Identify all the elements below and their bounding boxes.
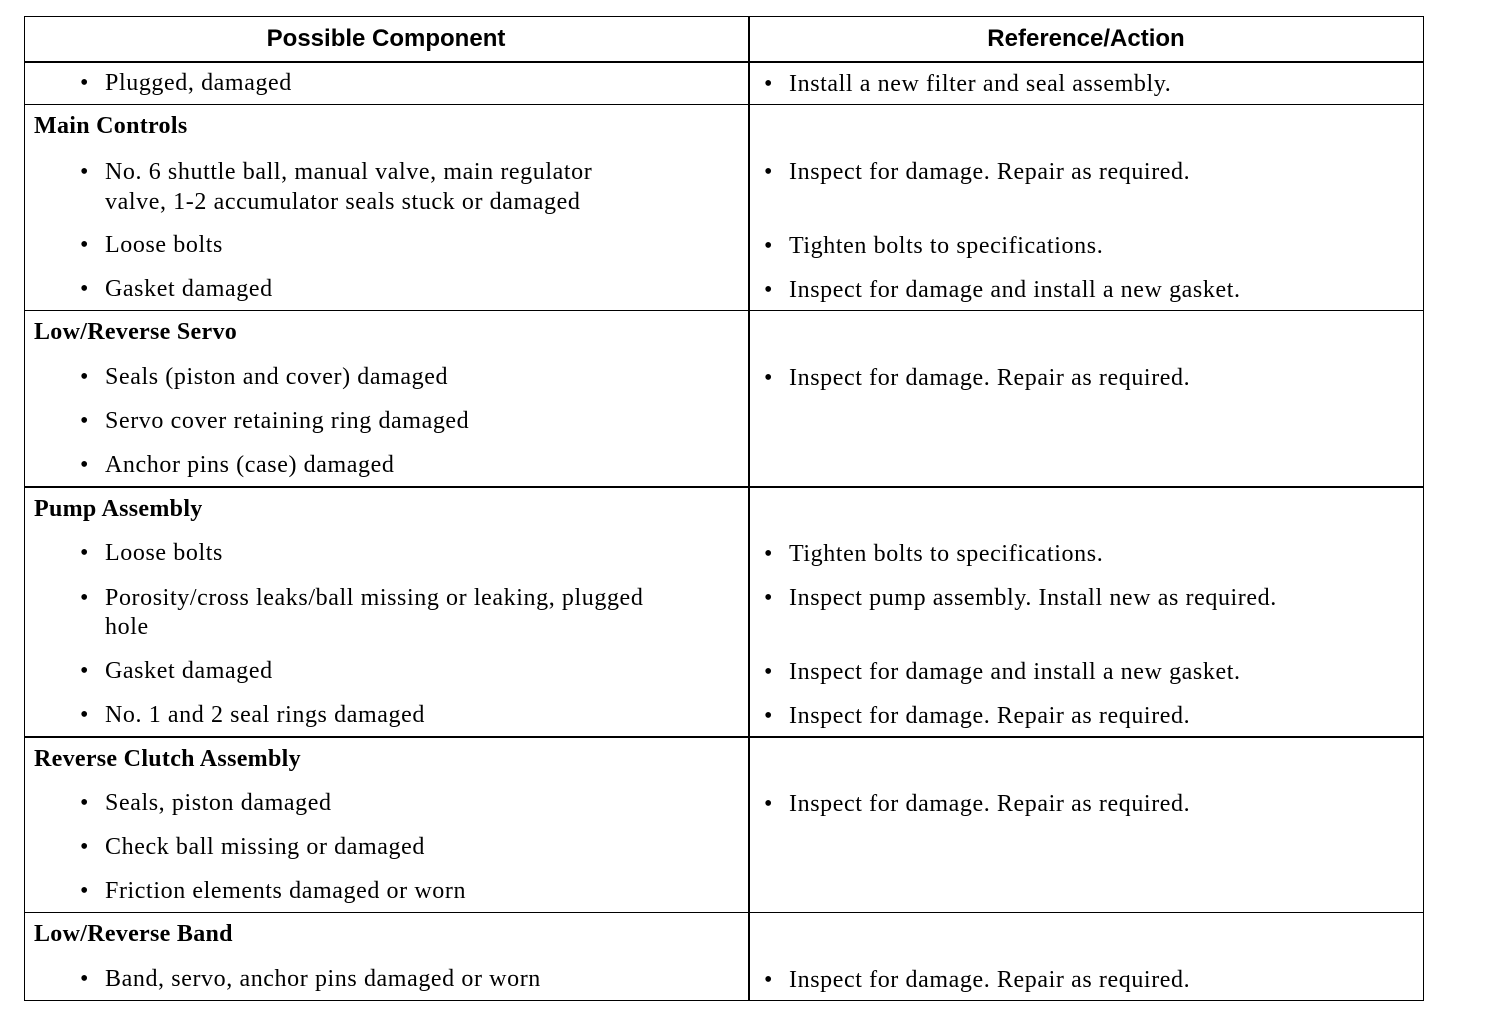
action-item: Inspect for damage. Repair as required. [789,791,1191,817]
component-item-continued: valve, 1-2 accumulator seals stuck or damaged [105,189,581,215]
bullet: • [80,452,89,478]
component-item: Gasket damaged [105,658,273,684]
bullet: • [80,790,89,816]
section-title: Low/Reverse Band [34,921,233,947]
component-item: Seals (piston and cover) damaged [105,364,449,390]
bullet: • [80,702,89,728]
action-item: Inspect for damage and install a new gasket. [789,277,1241,303]
bullet: • [764,365,773,391]
bullet: • [80,408,89,434]
bullet: • [80,70,89,96]
action-item: Inspect for damage. Repair as required. [789,159,1191,185]
row-divider [24,104,1424,105]
section-title: Pump Assembly [34,496,203,522]
action-item: Inspect for damage. Repair as required. [789,967,1191,993]
bullet: • [764,277,773,303]
component-item: Loose bolts [105,232,223,258]
action-item: Inspect pump assembly. Install new as required. [789,585,1277,611]
header-possible-component: Possible Component [266,25,506,52]
bullet: • [764,541,773,567]
action-item: Inspect for damage. Repair as required. [789,365,1191,391]
bullet: • [80,966,89,992]
row-divider [24,736,1424,738]
component-item: Loose bolts [105,540,223,566]
action-item: Tighten bolts to specifications. [789,541,1104,567]
component-item: Anchor pins (case) damaged [105,452,395,478]
component-item: Seals, piston damaged [105,790,332,816]
component-item: No. 1 and 2 seal rings damaged [105,702,425,728]
row-divider [24,310,1424,311]
bullet: • [80,276,89,302]
bullet: • [80,540,89,566]
component-item: Check ball missing or damaged [105,834,426,860]
bullet: • [80,585,89,611]
bullet: • [80,658,89,684]
bullet: • [764,703,773,729]
row-divider [24,912,1424,913]
section-title: Low/Reverse Servo [34,319,238,345]
header-reference-action: Reference/Action [987,25,1185,52]
action-item: Tighten bolts to specifications. [789,233,1104,259]
bullet: • [80,159,89,185]
bullet: • [80,834,89,860]
action-item: Inspect for damage. Repair as required. [789,703,1191,729]
bullet: • [80,232,89,258]
component-item: Porosity/cross leaks/ball missing or leaking, plugged [105,585,644,611]
section-title: Reverse Clutch Assembly [34,746,301,772]
section-title: Main Controls [34,113,188,139]
bullet: • [764,233,773,259]
bullet: • [764,659,773,685]
action-item: Install a new filter and seal assembly. [789,71,1172,97]
bullet: • [764,791,773,817]
action-item: Inspect for damage and install a new gasket. [789,659,1241,685]
component-item: Servo cover retaining ring damaged [105,408,470,434]
bullet: • [764,967,773,993]
bullet: • [80,878,89,904]
bullet: • [80,364,89,390]
component-item: No. 6 shuttle ball, manual valve, main regulator [105,159,593,185]
component-item-continued: hole [105,614,149,640]
bullet: • [764,585,773,611]
bullet: • [764,71,773,97]
row-divider [24,486,1424,488]
component-item: Band, servo, anchor pins damaged or worn [105,966,541,992]
component-item: Gasket damaged [105,276,273,302]
component-item: Friction elements damaged or worn [105,878,467,904]
component-item: Plugged, damaged [105,70,292,96]
bullet: • [764,159,773,185]
column-divider [748,16,750,1001]
